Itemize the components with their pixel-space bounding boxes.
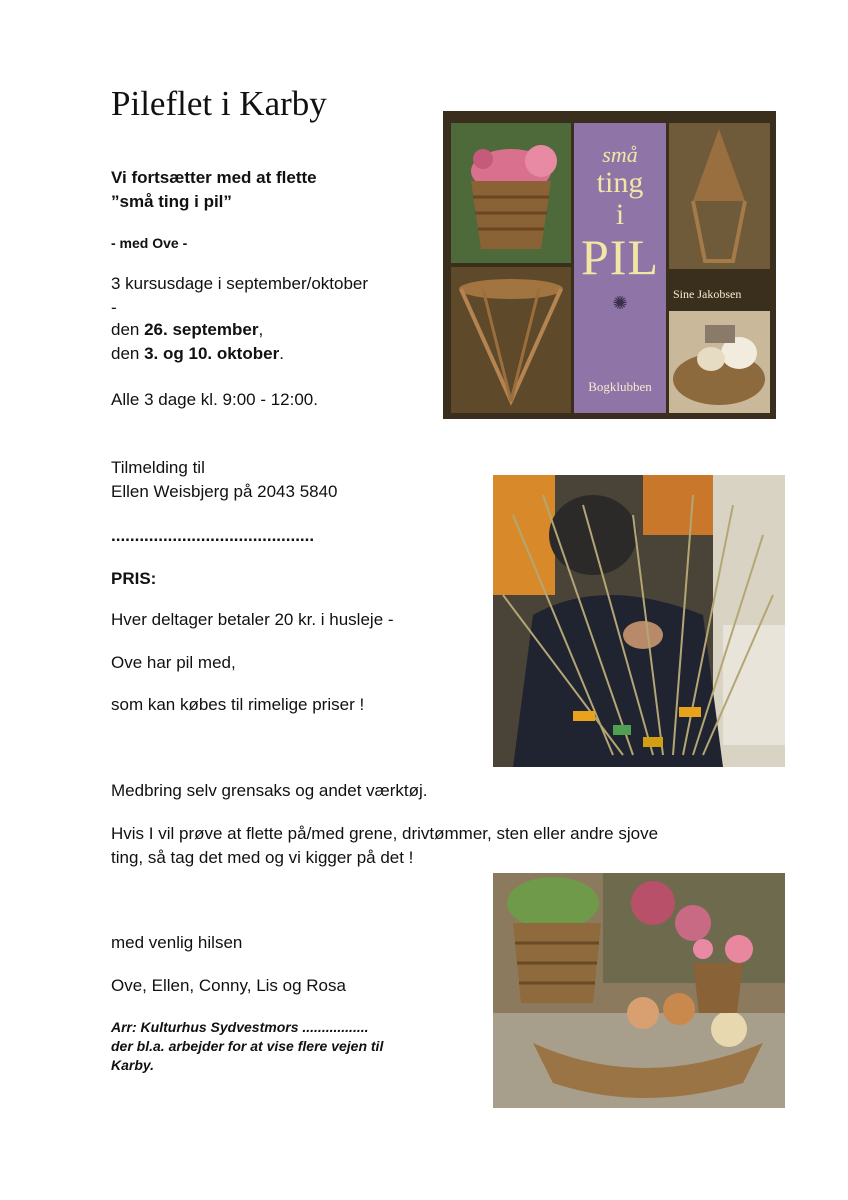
weaver-photo-illustration (493, 475, 785, 767)
date1-suffix: , (258, 320, 264, 339)
weaver-photo (493, 475, 785, 767)
arr-line-3: Karby. (111, 1057, 155, 1073)
cover-word-pil: PIL (581, 229, 659, 285)
arr-line-2: der bl.a. arbejder for at vise flere vejen til (111, 1038, 384, 1054)
course-days: 3 kursusdage i september/oktober (111, 274, 369, 293)
cover-publisher: Bogklubben (588, 379, 652, 394)
time-info: Alle 3 dage kl. 9:00 - 12:00. (111, 390, 318, 409)
date2-bold: 3. og 10. oktober (144, 344, 280, 363)
arr-line-1: Arr: Kulturhus Sydvestmors ................. (111, 1019, 369, 1035)
try-line-1: Hvis I vil prøve at flette på/med grene, drivtømmer, sten eller andre sjove (111, 824, 659, 843)
cover-word-ting: ting (596, 166, 644, 199)
date-line-1 (111, 318, 263, 342)
date-line-2 (111, 342, 284, 366)
cover-emblem-icon: ✺ (612, 293, 628, 313)
baskets-photo-illustration (493, 873, 785, 1108)
cover-word-sma: små (602, 142, 638, 167)
price-willow: Ove har pil med, (111, 653, 236, 672)
price-heading: PRIS: (111, 569, 157, 588)
intro-line-1: Vi fortsætter med at flette (111, 168, 317, 187)
dash: - (111, 298, 117, 317)
book-cover-image (443, 111, 776, 419)
cover-author: Sine Jakobsen (673, 287, 742, 301)
page-title: Pileflet i Karby (111, 84, 327, 123)
signup-contact: Ellen Weisbjerg på 2043 5840 (111, 482, 338, 501)
cover-word-i: i (615, 198, 625, 231)
separator: ........................................... (111, 526, 315, 545)
price-rent: Hver deltager betaler 20 kr. i husleje - (111, 610, 394, 629)
with-ove: - med Ove - (111, 235, 188, 251)
bring-tools: Medbring selv grensaks og andet værktøj. (111, 781, 428, 800)
date2-suffix: . (279, 344, 284, 363)
date2-prefix: den (111, 344, 145, 363)
date1-bold: 26. september (144, 320, 259, 339)
price-buy: som kan købes til rimelige priser ! (111, 695, 365, 714)
try-line-2: ting, så tag det med og vi kigger på det ! (111, 848, 414, 867)
date1-prefix: den (111, 320, 145, 339)
signup-label: Tilmelding til (111, 458, 205, 477)
baskets-photo (493, 873, 785, 1108)
book-cover-title-panel (574, 123, 666, 413)
intro-line-2: ”små ting i pil” (111, 192, 232, 211)
greeting: med venlig hilsen (111, 933, 243, 952)
signatures: Ove, Ellen, Conny, Lis og Rosa (111, 976, 346, 995)
